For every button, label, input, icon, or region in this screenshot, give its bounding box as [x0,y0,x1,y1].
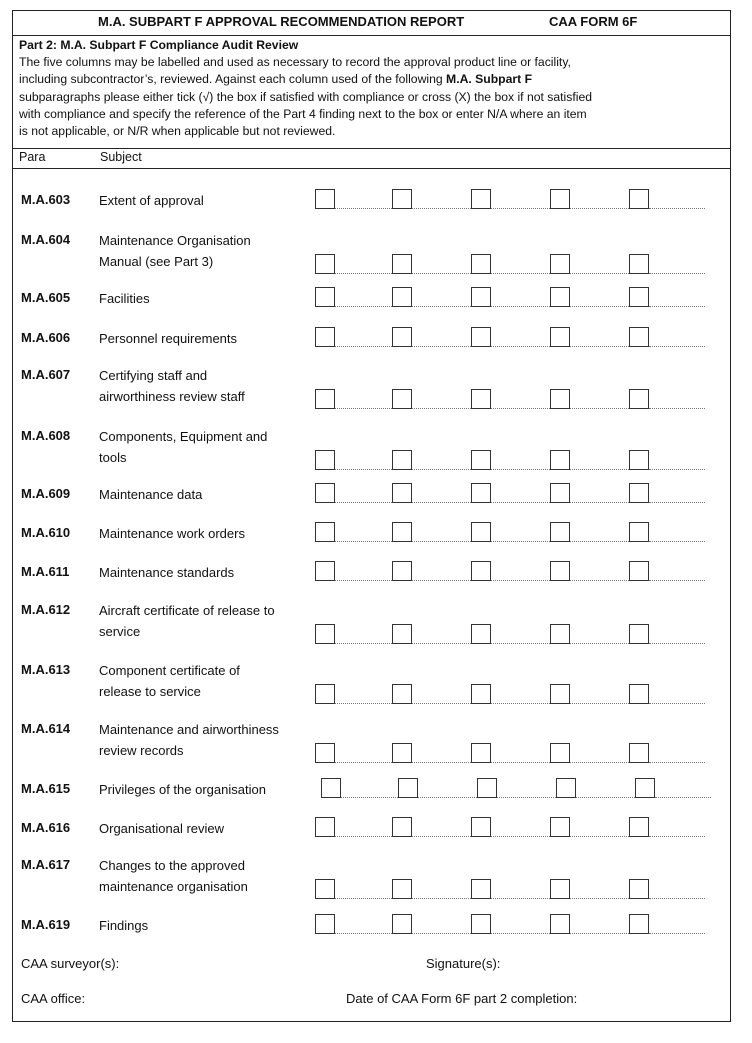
compliance-checkbox[interactable] [392,879,412,899]
compliance-checkbox[interactable] [315,561,335,581]
subject-line: Certifying staff and [99,368,208,383]
subject-text [99,562,311,583]
form-number: CAA FORM 6F [549,14,638,29]
finding-reference-line [491,469,550,470]
subject-line: Component certificate of [99,663,240,678]
finding-reference-line [335,346,392,347]
compliance-checkbox[interactable] [392,389,412,409]
finding-reference-line [491,273,550,274]
compliance-checkbox[interactable] [629,327,649,347]
compliance-checkbox[interactable] [392,684,412,704]
compliance-checkbox[interactable] [635,778,655,798]
compliance-checkbox[interactable] [392,561,412,581]
subject-line: Maintenance and airworthiness [99,722,279,737]
subject-text [99,855,311,897]
finding-reference-line [649,541,705,542]
compliance-checkbox[interactable] [392,327,412,347]
para-ref: M.A.612 [21,602,71,617]
finding-reference-line [570,898,629,899]
finding-reference-line [335,306,392,307]
finding-reference-line [497,797,556,798]
finding-reference-line [491,541,550,542]
finding-reference-line [412,346,471,347]
compliance-checkbox[interactable] [315,389,335,409]
para-ref: M.A.615 [21,781,71,796]
para-ref: M.A.603 [21,192,71,207]
compliance-checkbox[interactable] [629,743,649,763]
finding-reference-line [412,208,471,209]
subject-text [99,426,311,468]
para-ref: M.A.609 [21,486,71,501]
form-frame [12,10,731,1022]
part2-title: Part 2: M.A. Subpart F Compliance Audit Review [19,38,299,52]
finding-reference-line [335,643,392,644]
instruction-line-3: subparagraphs please either tick (√) the box if satisfied with compliance or cross (X) the box if not satisfied [19,89,592,104]
para-ref: M.A.614 [21,721,71,736]
compliance-checkbox[interactable] [550,389,570,409]
subject-text [99,190,311,211]
compliance-checkbox[interactable] [392,450,412,470]
subject-line: Changes to the approved [99,858,245,873]
para-ref: M.A.617 [21,857,71,872]
para-ref: M.A.604 [21,232,71,247]
compliance-checkbox[interactable] [471,561,491,581]
subject-line: Facilities [99,291,150,306]
compliance-checkbox[interactable] [315,684,335,704]
finding-reference-line [412,469,471,470]
compliance-checkbox[interactable] [550,287,570,307]
compliance-checkbox[interactable] [550,522,570,542]
column-para: Para [19,150,46,164]
finding-reference-line [335,580,392,581]
compliance-checkbox[interactable] [629,287,649,307]
subject-line: Aircraft certificate of release to [99,603,275,618]
compliance-checkbox[interactable] [471,817,491,837]
compliance-checkbox[interactable] [629,189,649,209]
para-ref: M.A.616 [21,820,71,835]
compliance-checkbox[interactable] [629,254,649,274]
compliance-checkbox[interactable] [629,684,649,704]
finding-reference-line [418,797,477,798]
compliance-checkbox[interactable] [471,389,491,409]
compliance-checkbox[interactable] [315,914,335,934]
finding-reference-line [570,703,629,704]
compliance-checkbox[interactable] [392,743,412,763]
finding-reference-line [570,502,629,503]
compliance-checkbox[interactable] [550,561,570,581]
finding-reference-line [649,643,705,644]
finding-reference-line [570,346,629,347]
compliance-checkbox[interactable] [629,561,649,581]
finding-reference-line [335,273,392,274]
subject-text [99,523,311,544]
compliance-checkbox[interactable] [550,450,570,470]
compliance-checkbox[interactable] [471,743,491,763]
subject-line: airworthiness review staff [99,389,245,404]
finding-reference-line [649,762,705,763]
subject-text [99,779,311,800]
compliance-checkbox[interactable] [477,778,497,798]
column-header-row [13,148,730,169]
compliance-checkbox[interactable] [629,624,649,644]
compliance-checkbox[interactable] [392,817,412,837]
finding-reference-line [570,580,629,581]
finding-reference-line [649,898,705,899]
finding-reference-line [649,469,705,470]
finding-reference-line [649,580,705,581]
compliance-checkbox[interactable] [550,327,570,347]
instruction-line-5: is not applicable, or N/R when applicable but not reviewed. [19,124,336,139]
subject-line: release to service [99,684,201,699]
finding-reference-line [649,306,705,307]
caa-surveyor-label: CAA surveyor(s): [21,956,120,971]
para-ref: M.A.613 [21,662,71,677]
finding-reference-line [412,898,471,899]
compliance-checkbox[interactable] [321,778,341,798]
finding-reference-line [491,208,550,209]
subject-line: tools [99,450,127,465]
compliance-checkbox[interactable] [629,483,649,503]
instruction-bold-subpart: M.A. Subpart F [446,72,533,87]
finding-reference-line [412,933,471,934]
compliance-checkbox[interactable] [315,189,335,209]
instruction-line-1: The five columns may be labelled and used as necessary to record the approval product line or facility, [19,55,571,70]
subject-text [99,600,311,642]
compliance-checkbox[interactable] [550,483,570,503]
finding-reference-line [570,208,629,209]
compliance-checkbox[interactable] [392,914,412,934]
subject-line: Maintenance data [99,487,203,502]
compliance-checkbox[interactable] [315,287,335,307]
finding-reference-line [335,469,392,470]
form-header [13,11,730,36]
subject-line: maintenance organisation [99,879,248,894]
finding-reference-line [335,898,392,899]
instruction-line-4: with compliance and specify the reference of the Part 4 finding next to the box or enter N/A where an item [19,106,587,121]
finding-reference-line [570,762,629,763]
caa-office-label: CAA office: [21,991,86,1006]
finding-reference-line [335,502,392,503]
compliance-checkbox[interactable] [315,522,335,542]
compliance-checkbox[interactable] [471,879,491,899]
finding-reference-line [412,762,471,763]
finding-reference-line [412,703,471,704]
finding-reference-line [412,273,471,274]
subject-text [99,365,311,407]
subject-line: Maintenance standards [99,565,235,580]
finding-reference-line [412,541,471,542]
column-subject: Subject [100,150,142,164]
compliance-checkbox[interactable] [392,189,412,209]
compliance-checkbox[interactable] [550,189,570,209]
finding-reference-line [649,502,705,503]
compliance-checkbox[interactable] [629,817,649,837]
completion-date-label: Date of CAA Form 6F part 2 completion: [346,991,578,1006]
finding-reference-line [412,580,471,581]
finding-reference-line [491,408,550,409]
finding-reference-line [576,797,635,798]
finding-reference-line [491,762,550,763]
subject-text [99,484,311,505]
finding-reference-line [491,346,550,347]
compliance-checkbox[interactable] [315,624,335,644]
compliance-checkbox[interactable] [629,914,649,934]
form-title: M.A. SUBPART F APPROVAL RECOMMENDATION REPORT [98,14,465,29]
subject-text [99,230,311,272]
finding-reference-line [412,306,471,307]
compliance-checkbox[interactable] [392,254,412,274]
finding-reference-line [491,643,550,644]
compliance-checkbox[interactable] [471,483,491,503]
compliance-checkbox[interactable] [315,743,335,763]
subject-text [99,915,311,936]
finding-reference-line [491,836,550,837]
finding-reference-line [335,933,392,934]
compliance-checkbox[interactable] [550,684,570,704]
compliance-checkbox[interactable] [392,522,412,542]
compliance-checkbox[interactable] [315,254,335,274]
subject-text [99,328,311,349]
compliance-checkbox[interactable] [392,483,412,503]
compliance-checkbox[interactable] [550,624,570,644]
finding-reference-line [570,408,629,409]
finding-reference-line [491,703,550,704]
subject-line: Personnel requirements [99,331,238,346]
finding-reference-line [335,541,392,542]
compliance-checkbox[interactable] [550,743,570,763]
compliance-checkbox[interactable] [315,483,335,503]
finding-reference-line [335,408,392,409]
compliance-checkbox[interactable] [629,522,649,542]
finding-reference-line [649,346,705,347]
finding-reference-line [491,933,550,934]
finding-reference-line [570,836,629,837]
compliance-checkbox[interactable] [471,189,491,209]
subject-line: Manual (see Part 3) [99,254,214,269]
compliance-checkbox[interactable] [392,624,412,644]
subject-line: Organisational review [99,821,225,836]
compliance-checkbox[interactable] [550,914,570,934]
subject-text [99,818,311,839]
finding-reference-line [649,703,705,704]
finding-reference-line [570,469,629,470]
instruction-line-2-text: including subcontractor’s, reviewed. Against each column used of the following [19,72,447,87]
finding-reference-line [412,836,471,837]
para-ref: M.A.607 [21,367,71,382]
compliance-checkbox[interactable] [471,450,491,470]
finding-reference-line [649,408,705,409]
compliance-checkbox[interactable] [556,778,576,798]
compliance-checkbox[interactable] [471,624,491,644]
subject-line: service [99,624,141,639]
compliance-checkbox[interactable] [315,817,335,837]
compliance-checkbox[interactable] [629,450,649,470]
subject-text [99,719,311,761]
para-ref: M.A.610 [21,525,71,540]
instruction-line-2 [19,71,724,88]
para-ref: M.A.608 [21,428,71,443]
subject-line: Components, Equipment and [99,429,268,444]
subject-text [99,660,311,702]
finding-reference-line [341,797,398,798]
compliance-checkbox[interactable] [550,254,570,274]
compliance-checkbox[interactable] [392,287,412,307]
para-ref: M.A.606 [21,330,71,345]
compliance-checkbox[interactable] [398,778,418,798]
compliance-checkbox[interactable] [471,287,491,307]
subject-line: Extent of approval [99,193,204,208]
compliance-checkbox[interactable] [315,327,335,347]
compliance-checkbox[interactable] [629,879,649,899]
finding-reference-line [570,643,629,644]
para-ref: M.A.611 [21,564,70,579]
finding-reference-line [335,836,392,837]
subject-line: Privileges of the organisation [99,782,266,797]
para-ref: M.A.619 [21,917,71,932]
para-ref: M.A.605 [21,290,71,305]
finding-reference-line [491,580,550,581]
subject-text [99,288,311,309]
compliance-checkbox[interactable] [471,254,491,274]
compliance-checkbox[interactable] [471,327,491,347]
subject-line: Maintenance work orders [99,526,245,541]
compliance-checkbox[interactable] [315,450,335,470]
subject-line: Maintenance Organisation [99,233,251,248]
finding-reference-line [649,273,705,274]
finding-reference-line [649,933,705,934]
subject-line: Findings [99,918,149,933]
finding-reference-line [491,898,550,899]
finding-reference-line [570,273,629,274]
finding-reference-line [655,797,711,798]
finding-reference-line [491,306,550,307]
signature-label: Signature(s): [426,956,501,971]
part2-section [19,37,724,140]
compliance-checkbox[interactable] [471,914,491,934]
compliance-checkbox[interactable] [550,879,570,899]
finding-reference-line [335,703,392,704]
subject-line: review records [99,743,184,758]
finding-reference-line [570,541,629,542]
compliance-checkbox[interactable] [471,684,491,704]
finding-reference-line [570,933,629,934]
compliance-checkbox[interactable] [629,389,649,409]
finding-reference-line [649,208,705,209]
finding-reference-line [570,306,629,307]
finding-reference-line [335,208,392,209]
finding-reference-line [412,502,471,503]
compliance-checkbox[interactable] [550,817,570,837]
finding-reference-line [412,643,471,644]
finding-reference-line [649,836,705,837]
finding-reference-line [491,502,550,503]
compliance-checkbox[interactable] [471,522,491,542]
finding-reference-line [412,408,471,409]
finding-reference-line [335,762,392,763]
compliance-checkbox[interactable] [315,879,335,899]
